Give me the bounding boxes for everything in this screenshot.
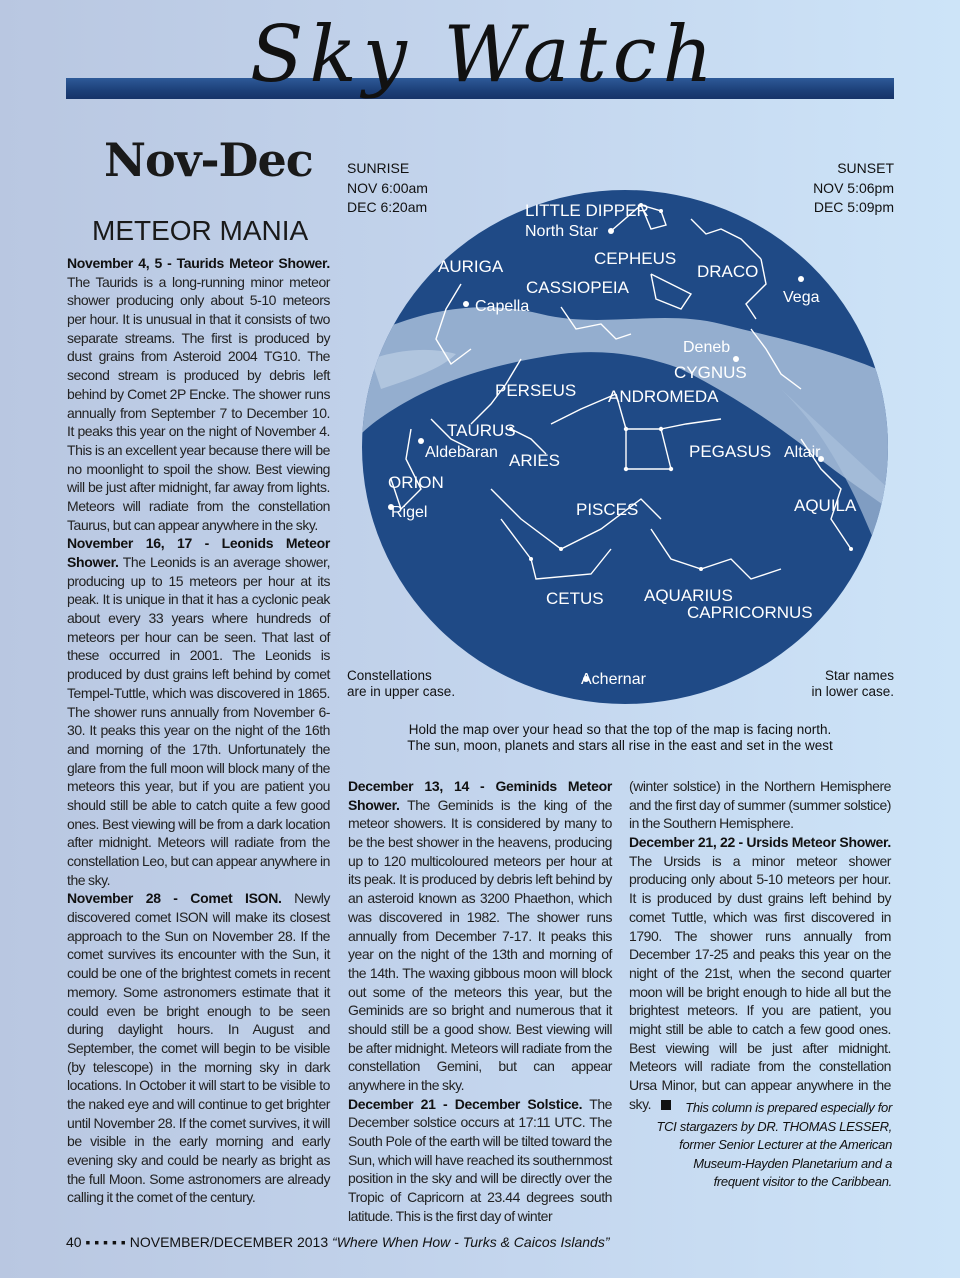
instructions-line2: The sun, moon, planets and stars all rise in the east and set in the west [407, 738, 833, 753]
heading-taurids: November 4, 5 - Taurids Meteor Shower. [67, 255, 330, 271]
label-draco: DRACO [697, 262, 759, 281]
author-credit [642, 1099, 892, 1192]
star [849, 547, 853, 551]
heading-leonids: November 16, 17 - Leonids Meteor Shower. [67, 535, 330, 570]
star-map [361, 189, 889, 705]
sunset-dec: DEC 5:09pm [813, 199, 894, 215]
star [659, 209, 663, 213]
column-2 [348, 777, 612, 1226]
map-note-right-line2: in lower case. [811, 684, 894, 699]
star-north-star [608, 228, 614, 234]
page-footer [66, 1234, 610, 1250]
label-perseus: PERSEUS [495, 381, 577, 400]
footer-dots: ▪ ▪ ▪ ▪ ▪ [85, 1234, 126, 1250]
page-title: Sky Watch [250, 10, 719, 100]
label-deneb: Deneb [683, 339, 731, 356]
label-cassiopeia: CASSIOPEIA [526, 278, 629, 297]
heading-ison: November 28 - Comet ISON. [67, 890, 282, 907]
star [699, 567, 703, 571]
sunset-nov: NOV 5:06pm [813, 179, 894, 196]
label-orion: ORION [388, 473, 444, 492]
body-geminids: The Geminids is the king of the meteor showers. It is considered by many to be the best shower in the heavens, producing up to 120 multicoloured meteors per hour at its peak. It is produced by debris left behind by an asteroid known as 3200 Phaethon, which was discovered in 1982. The shower runs annually from December 7-17. It peaks this year on the night of the 13th and morning of the 14th. The waxing gibbous moon will block out some of the meteors this year, but the Geminids are so bright and numerous that it should still be a good show. Best viewing will be after midnight. Meteors will radiate from the constellation Gemini, but can appear anywhere in the sky. [348, 796, 612, 1093]
credit-line1: This column is prepared especially for [685, 1100, 892, 1115]
map-note-stars [811, 668, 894, 700]
map-note-constellations [347, 668, 455, 700]
label-little-dipper: LITTLE DIPPER [525, 201, 649, 220]
paragraph-solstice [348, 1095, 612, 1226]
label-aldebaran: Aldebaran [425, 444, 498, 461]
column-1 [67, 254, 330, 1207]
sunrise-dec: DEC 6:20am [347, 199, 428, 215]
credit-line3: former Senior Lecturer at the American [679, 1137, 892, 1152]
star [659, 427, 663, 431]
label-andromeda: ANDROMEDA [608, 387, 719, 406]
star [529, 557, 533, 561]
page-number: 40 [66, 1234, 82, 1250]
star [624, 467, 628, 471]
label-auriga: AURIGA [438, 257, 504, 276]
footer-publication: “Where When How - Turks & Caicos Islands” [332, 1234, 610, 1250]
body-ison: Newly discovered comet ISON will make its closest approach to the Sun on November 28. If the comet survives its encounter with the Sun, it could be one of the brightest comets in recent memory. Some astronomers estimate that it could even be bright enough to be seen during daylight hours. In August and September, the comet will begin to be visible (by telescope) in the morning sky in dark locations. In October it will start to be visible to the naked eye and will continue to get brighter until November 28. If the comet survives, it will be visible in the early morning and early evening sky and could be nearly as bright as the full Moon. Some astronomers are already calling it the comet of the century. [67, 890, 330, 1206]
paragraph-leonids [67, 534, 330, 889]
map-note-left-line2: are in upper case. [347, 684, 456, 699]
label-taurus: TAURUS [447, 421, 516, 440]
credit-line2: TCI stargazers by DR. THOMAS LESSER, [656, 1118, 892, 1134]
star-aldebaran [418, 438, 424, 444]
paragraph-geminids [348, 777, 612, 1095]
sunset-label: SUNSET [837, 160, 894, 176]
section-subtitle: Nov-Dec [104, 133, 313, 187]
label-rigel: Rigel [391, 504, 428, 521]
paragraph-taurids [67, 254, 330, 534]
star-deneb [733, 356, 739, 362]
credit-line4: Museum-Hayden Planetarium and a [693, 1155, 892, 1171]
label-vega: Vega [783, 289, 820, 306]
star-capella [463, 301, 469, 307]
column-3 [629, 777, 891, 1113]
article-heading: METEOR MANIA [92, 215, 309, 246]
map-instructions [340, 722, 900, 754]
paragraph-solstice-cont: (winter solstice) in the Northern Hemisphere and the first day of summer (summer solstice) in the Southern Hemisphere. [629, 778, 891, 832]
star [559, 547, 563, 551]
footer-issue: NOVEMBER/DECEMBER 2013 [129, 1234, 329, 1250]
heading-geminids: December 13, 14 - Geminids Meteor Shower. [348, 778, 612, 813]
label-aquila: AQUILA [794, 496, 857, 515]
sunrise-nov: NOV 6:00am [347, 179, 428, 196]
instructions-line1: Hold the map over your head so that the top of the map is facing north. [408, 722, 832, 737]
label-pisces: PISCES [576, 500, 639, 519]
body-solstice: The December solstice occurs at 17:11 UTC. The South Pole of the earth will be tilted toward the Sun, which will have reached its southernmost position in the sky and will be directly over the Tropic of Capricorn at 23.44 degrees south latitude. This is the first day of winter [348, 1095, 613, 1224]
label-capricornus: CAPRICORNUS [687, 603, 813, 622]
label-cygnus: CYGNUS [674, 363, 747, 382]
label-cetus: CETUS [546, 589, 604, 608]
paragraph-ison [67, 889, 330, 1207]
credit-line5: frequent visitor to the Caribbean. [713, 1174, 892, 1189]
body-leonids: The Leonids is an average shower, producing up to 15 meteors per hour at its peak. It is unique in that it has a cyclonic peak about every 33 years where hundreds of meteors per hour can be seen. That last of these occurred in 2001. The Leonids is produced by dust grains left behind by comet Tempel-Tuttle, which was discovered in 1865. The shower runs annually from November 6-30. It peaks this year on the night of the 16th and morning of the 17th. Unfortunately the glare from the full moon will block many of the meteors this year, but if you are patient you should still be able to catch quite a few good ones. Best viewing will be from a dark location after midnight. Meteors will radiate from the constellation Leo, but can appear anywhere in the sky. [67, 554, 331, 888]
label-pegasus: PEGASUS [689, 442, 772, 461]
body-ursids: The Ursids is a minor meteor shower producing only about 5-10 meteors per hour. It is produced by dust grains left behind by comet Tuttle, which was first discovered in 1790. The shower runs annually from December 17-25 and peaks this year on the night of the 21st, when the second quarter moon will be bright enough to hide all but the brightest meteors. If you are patient, you might still be able to catch a few good ones. Best viewing will be just after midnight. Meteors will radiate from the constellation Ursa Minor, but can appear anywhere in the sky. [629, 852, 891, 1112]
label-north-star: North Star [525, 223, 598, 240]
label-cepheus: CEPHEUS [594, 249, 677, 268]
label-capella: Capella [475, 298, 530, 315]
map-note-right-line1: Star names [824, 668, 894, 683]
label-altair: Altair [784, 444, 821, 461]
heading-ursids: December 21, 22 - Ursids Meteor Shower. [629, 834, 891, 851]
label-achernar: Achernar [581, 671, 646, 688]
label-aquarius: AQUARIUS [644, 586, 733, 605]
label-aries: ARIES [509, 451, 561, 470]
star [624, 427, 628, 431]
map-note-left-line1: Constellations [347, 668, 432, 683]
sunrise-label: SUNRISE [347, 160, 410, 176]
body-taurids: The Taurids is a long-running minor meteor shower producing only about 5-10 meteors per hour. It is unusual in that it consists of two separate streams. The first is produced by dust grains from Asteroid 2004 TG10. The second stream is produced by debris left behind by Comet 2P Encke. The shower runs annually from September 7 to December 10. It peaks this year on the night of November 4. This is an excellent year because there will be no moonlight to spoil the show. Best viewing will be just after midnight, far away from lights. Meteors will radiate from the constellation Taurus, but can appear anywhere in the sky. [67, 273, 330, 533]
star-vega [798, 276, 804, 282]
star-map-svg [361, 189, 889, 705]
paragraph-ursids [629, 833, 891, 1113]
star [669, 467, 673, 471]
heading-solstice: December 21 - December Solstice. [348, 1095, 583, 1112]
